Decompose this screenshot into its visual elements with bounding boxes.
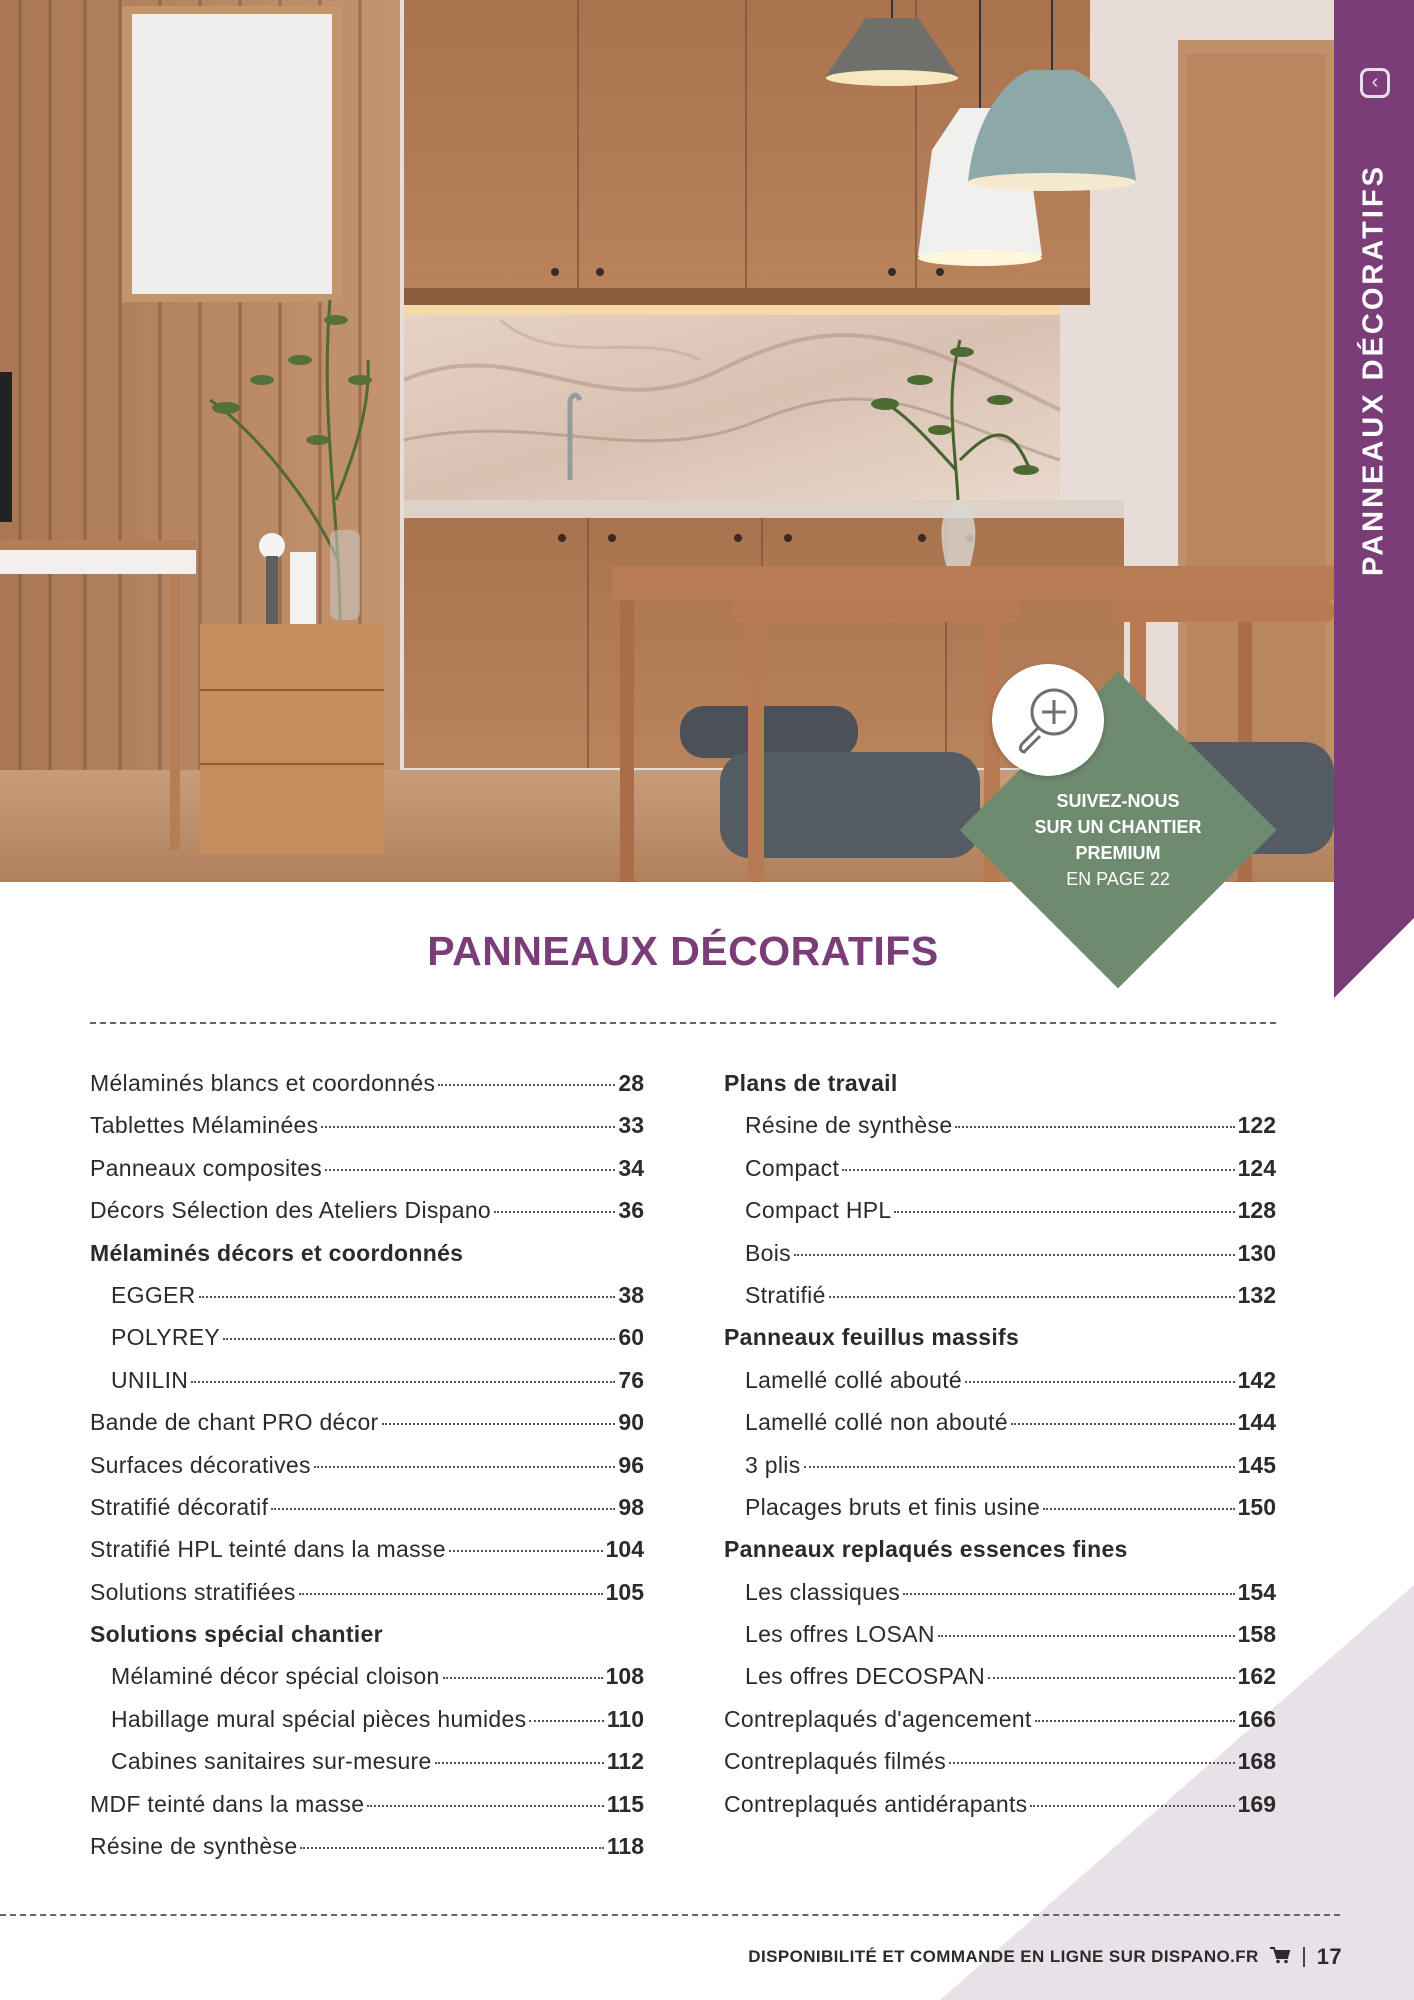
toc-right-column bbox=[724, 1070, 1276, 1833]
toc-entry-label: Mélaminés blancs et coordonnés bbox=[90, 1070, 436, 1096]
toc-entry[interactable] bbox=[724, 1621, 1276, 1663]
toc-entry-label: Solutions spécial chantier bbox=[90, 1621, 383, 1648]
toc-dot-leader bbox=[449, 1550, 603, 1552]
toc-entry-page: 162 bbox=[1237, 1663, 1276, 1690]
toc-section-heading bbox=[724, 1324, 1276, 1366]
toc-dot-leader bbox=[988, 1677, 1235, 1679]
toc-dot-leader bbox=[903, 1593, 1235, 1595]
side-tab-label: PANNEAUX DÉCORATIFS bbox=[1357, 164, 1390, 576]
toc-dot-leader bbox=[443, 1677, 603, 1679]
toc-dot-leader bbox=[300, 1847, 603, 1849]
toc-entry-label: Stratifié HPL teinté dans la masse bbox=[90, 1536, 446, 1563]
toc-dot-leader bbox=[435, 1762, 604, 1764]
toc-entry[interactable] bbox=[90, 1197, 644, 1239]
toc-entry-label: EGGER bbox=[111, 1281, 196, 1308]
toc-entry[interactable] bbox=[724, 1367, 1276, 1409]
toc-entry[interactable] bbox=[724, 1155, 1276, 1197]
toc-entry-page: 108 bbox=[605, 1663, 644, 1690]
toc-entry-label: MDF teinté dans la masse bbox=[90, 1790, 365, 1817]
toc-dot-leader bbox=[842, 1169, 1234, 1171]
zoom-in-icon[interactable] bbox=[992, 664, 1104, 776]
toc-entry-page: 76 bbox=[618, 1366, 644, 1393]
toc-entry[interactable] bbox=[724, 1282, 1276, 1324]
toc-dot-leader bbox=[223, 1338, 615, 1340]
page-number: 17 bbox=[1316, 1944, 1342, 1969]
toc-section-heading bbox=[724, 1536, 1276, 1578]
section-side-tab bbox=[1334, 0, 1414, 1000]
toc-entry-label: Solutions stratifiées bbox=[90, 1578, 296, 1605]
toc-entry-page: 168 bbox=[1237, 1748, 1276, 1775]
toc-section-heading bbox=[90, 1240, 644, 1282]
toc-entry[interactable] bbox=[724, 1791, 1276, 1833]
toc-dot-leader bbox=[1043, 1508, 1235, 1510]
toc-dot-leader bbox=[938, 1635, 1235, 1637]
badge-text bbox=[1018, 788, 1218, 892]
toc-entry-page: 110 bbox=[606, 1705, 644, 1732]
toc-entry[interactable] bbox=[90, 1367, 644, 1409]
toc-entry[interactable] bbox=[724, 1452, 1276, 1494]
toc-entry[interactable] bbox=[724, 1197, 1276, 1239]
toc-entry-page: 169 bbox=[1237, 1790, 1276, 1817]
toc-entry-label: Plans de travail bbox=[724, 1070, 898, 1096]
toc-entry-label: UNILIN bbox=[111, 1366, 189, 1393]
toc-dot-leader bbox=[955, 1126, 1234, 1128]
toc-entry-page: 154 bbox=[1237, 1578, 1276, 1605]
toc-entry[interactable] bbox=[90, 1324, 644, 1366]
toc-entry-label: Décors Sélection des Ateliers Dispano bbox=[90, 1197, 492, 1224]
chevron-left-icon[interactable]: ‹ bbox=[1360, 68, 1390, 98]
toc-entry[interactable] bbox=[90, 1663, 644, 1705]
toc-dot-leader bbox=[1035, 1720, 1235, 1722]
toc-entry[interactable] bbox=[724, 1409, 1276, 1451]
toc-entry-page: 118 bbox=[606, 1833, 644, 1860]
toc-dot-leader bbox=[314, 1466, 616, 1468]
toc-entry-label: Stratifié bbox=[745, 1281, 826, 1308]
toc-dot-leader bbox=[191, 1381, 615, 1383]
toc-entry-page: 38 bbox=[618, 1281, 644, 1308]
toc-entry[interactable] bbox=[90, 1282, 644, 1324]
toc-dot-leader bbox=[367, 1805, 604, 1807]
toc-entry-page: 166 bbox=[1237, 1705, 1276, 1732]
toc-entry-label: Les classiques bbox=[745, 1578, 901, 1605]
toc-entry[interactable] bbox=[90, 1070, 644, 1112]
toc-entry-label: Compact HPL bbox=[745, 1197, 892, 1224]
toc-entry-page: 104 bbox=[605, 1536, 644, 1563]
toc-dot-leader bbox=[494, 1211, 615, 1213]
toc-dot-leader bbox=[894, 1211, 1234, 1213]
toc-entry-label: Stratifié décoratif bbox=[90, 1493, 269, 1520]
toc-entry-label: Contreplaqués filmés bbox=[724, 1748, 947, 1775]
toc-dot-leader bbox=[382, 1423, 616, 1425]
toc-entry-page: 98 bbox=[618, 1493, 644, 1520]
top-dashed-divider bbox=[90, 1022, 1276, 1024]
badge-line-1: SUIVEZ-NOUS bbox=[1056, 791, 1180, 811]
toc-entry-label: Bande de chant PRO décor bbox=[90, 1409, 379, 1436]
toc-dot-leader bbox=[271, 1508, 615, 1510]
toc-entry-label: 3 plis bbox=[745, 1451, 801, 1478]
toc-entry-page: 142 bbox=[1237, 1366, 1276, 1393]
toc-entry-label: Lamellé collé non abouté bbox=[745, 1409, 1008, 1436]
toc-entry[interactable] bbox=[90, 1112, 644, 1154]
toc-entry[interactable] bbox=[724, 1663, 1276, 1705]
toc-entry-label: Panneaux composites bbox=[90, 1154, 323, 1181]
toc-entry[interactable] bbox=[90, 1452, 644, 1494]
toc-entry-label: Panneaux feuillus massifs bbox=[724, 1324, 1020, 1351]
toc-entry-page: 96 bbox=[618, 1451, 644, 1478]
toc-entry-page: 145 bbox=[1237, 1451, 1276, 1478]
toc-entry-page: 124 bbox=[1237, 1154, 1276, 1181]
toc-dot-leader bbox=[794, 1254, 1235, 1256]
toc-entry-label: Les offres DECOSPAN bbox=[745, 1663, 986, 1690]
toc-entry-page: 34 bbox=[618, 1154, 644, 1181]
toc-dot-leader bbox=[321, 1126, 615, 1128]
toc-dot-leader bbox=[438, 1084, 615, 1086]
shopping-cart-icon[interactable] bbox=[1269, 1946, 1291, 1969]
toc-entry-label: Cabines sanitaires sur-mesure bbox=[111, 1748, 432, 1775]
toc-entry-page: 115 bbox=[606, 1790, 644, 1817]
page-title: PANNEAUX DÉCORATIFS bbox=[427, 928, 939, 974]
toc-entry-label: Panneaux replaqués essences fines bbox=[724, 1536, 1128, 1563]
toc-entry-label: Lamellé collé abouté bbox=[745, 1366, 962, 1393]
toc-entry-label: Habillage mural spécial pièces humides bbox=[111, 1705, 527, 1732]
toc-dot-leader bbox=[1011, 1423, 1235, 1425]
toc-entry-page: 132 bbox=[1237, 1281, 1276, 1308]
toc-dot-leader bbox=[804, 1466, 1235, 1468]
toc-entry[interactable] bbox=[724, 1494, 1276, 1536]
toc-entry-page: 28 bbox=[618, 1070, 644, 1096]
toc-entry[interactable] bbox=[90, 1579, 644, 1621]
toc-entry-label: Placages bruts et finis usine bbox=[745, 1493, 1041, 1520]
footer-link-text[interactable]: DISPONIBILITÉ ET COMMANDE EN LIGNE SUR DISPANO.FR bbox=[748, 1947, 1259, 1966]
toc-entry-label: Les offres LOSAN bbox=[745, 1621, 935, 1648]
toc-entry[interactable] bbox=[90, 1409, 644, 1451]
toc-dot-leader bbox=[529, 1720, 604, 1722]
toc-entry-page: 105 bbox=[605, 1578, 644, 1605]
toc-entry[interactable] bbox=[90, 1833, 644, 1875]
toc-entry-label: Mélaminés décors et coordonnés bbox=[90, 1239, 464, 1266]
toc-entry[interactable] bbox=[90, 1494, 644, 1536]
toc-entry[interactable] bbox=[90, 1155, 644, 1197]
toc-entry-page: 130 bbox=[1237, 1239, 1276, 1266]
toc-entry[interactable] bbox=[724, 1706, 1276, 1748]
toc-entry[interactable] bbox=[90, 1748, 644, 1790]
toc-entry-label: Mélaminé décor spécial cloison bbox=[111, 1663, 440, 1690]
toc-entry[interactable] bbox=[724, 1240, 1276, 1282]
toc-entry-label: Surfaces décoratives bbox=[90, 1451, 311, 1478]
toc-dot-leader bbox=[949, 1762, 1235, 1764]
toc-dot-leader bbox=[325, 1169, 615, 1171]
toc-entry[interactable] bbox=[724, 1748, 1276, 1790]
toc-left-column bbox=[90, 1070, 644, 1875]
toc-section-heading bbox=[724, 1070, 1276, 1112]
toc-entry-label: POLYREY bbox=[111, 1324, 221, 1351]
toc-entry-page: 122 bbox=[1237, 1112, 1276, 1139]
toc-entry-label: Contreplaqués d'agencement bbox=[724, 1705, 1032, 1732]
toc-dot-leader bbox=[299, 1593, 603, 1595]
toc-entry-label: Bois bbox=[745, 1239, 791, 1266]
toc-entry[interactable] bbox=[90, 1791, 644, 1833]
toc-entry[interactable] bbox=[90, 1706, 644, 1748]
toc-dot-leader bbox=[1030, 1805, 1234, 1807]
toc-entry-page: 33 bbox=[618, 1112, 644, 1139]
toc-entry-page: 112 bbox=[606, 1748, 644, 1775]
toc-entry[interactable] bbox=[90, 1536, 644, 1578]
toc-dot-leader bbox=[199, 1296, 616, 1298]
toc-entry[interactable] bbox=[724, 1579, 1276, 1621]
toc-entry-page: 128 bbox=[1237, 1197, 1276, 1224]
toc-dot-leader bbox=[965, 1381, 1235, 1383]
footer-separator bbox=[1303, 1947, 1305, 1967]
toc-entry-label: Compact bbox=[745, 1154, 840, 1181]
toc-section-heading bbox=[90, 1621, 644, 1663]
badge-line-2: SUR UN CHANTIER bbox=[1034, 817, 1202, 837]
toc-entry-label: Tablettes Mélaminées bbox=[90, 1112, 319, 1139]
toc-entry-page: 158 bbox=[1237, 1621, 1276, 1648]
toc-entry-page: 60 bbox=[618, 1324, 644, 1351]
toc-entry-label: Résine de synthèse bbox=[745, 1112, 953, 1139]
bottom-dashed-divider bbox=[0, 1914, 1340, 1916]
badge-line-3: PREMIUM bbox=[1075, 843, 1161, 863]
toc-entry-label: Résine de synthèse bbox=[90, 1833, 298, 1860]
toc-entry-label: Contreplaqués antidérapants bbox=[724, 1790, 1028, 1817]
badge-line-4: EN PAGE 22 bbox=[1066, 869, 1170, 889]
toc-entry[interactable] bbox=[724, 1112, 1276, 1154]
toc-entry-page: 150 bbox=[1237, 1493, 1276, 1520]
toc-entry-page: 90 bbox=[618, 1409, 644, 1436]
toc-dot-leader bbox=[829, 1296, 1235, 1298]
page-footer bbox=[748, 1944, 1342, 1970]
toc-entry-page: 144 bbox=[1237, 1409, 1276, 1436]
toc-entry-page: 36 bbox=[618, 1197, 644, 1224]
